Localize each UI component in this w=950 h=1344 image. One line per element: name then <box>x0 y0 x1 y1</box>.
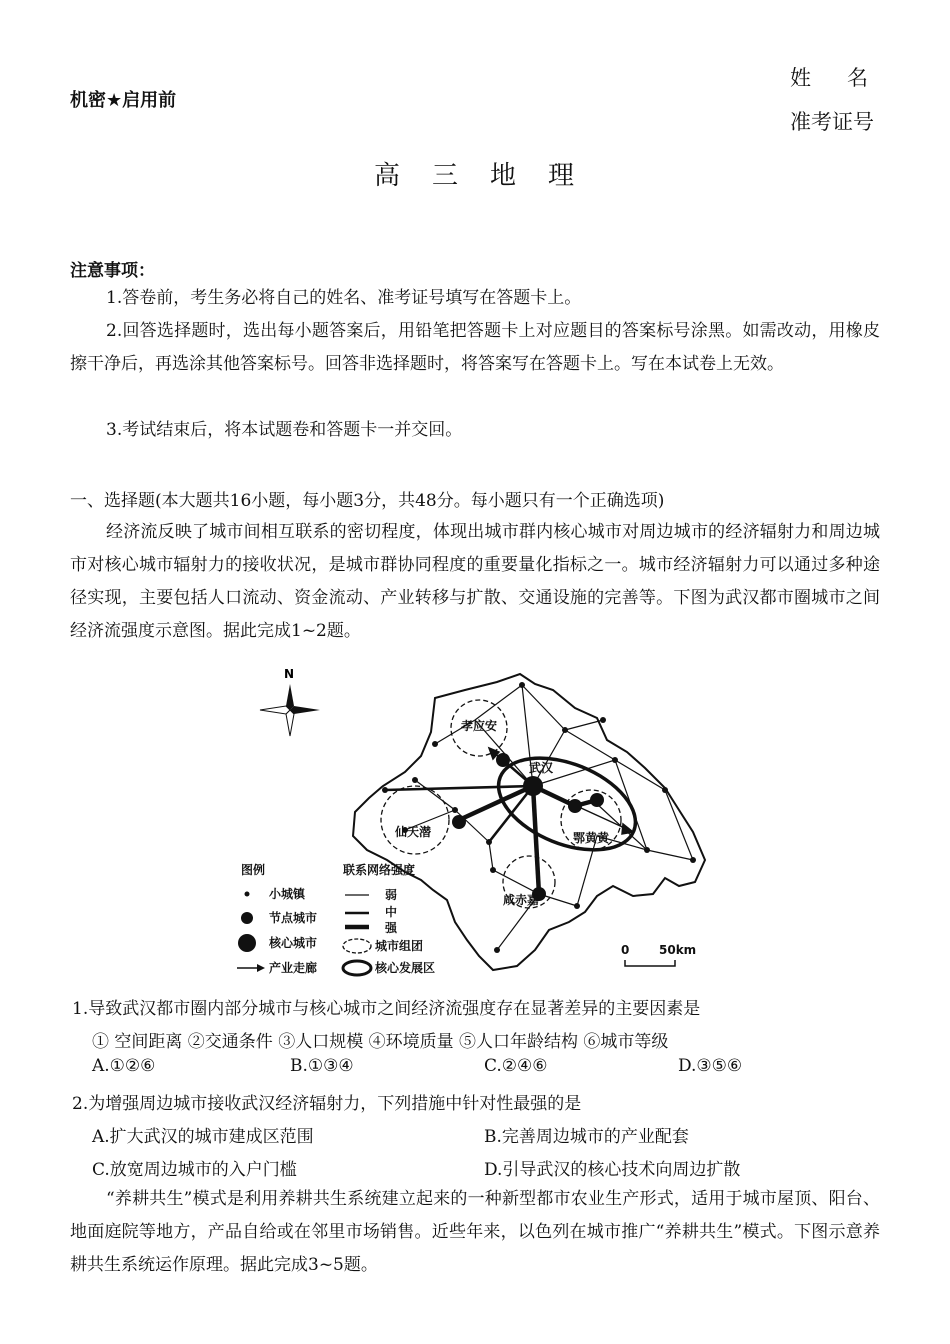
north-label: N <box>284 667 295 681</box>
legend-strong: 强 <box>385 921 398 935</box>
label-wuhan: 武汉 <box>529 761 554 775</box>
label-xiaoyingan: 孝应安 <box>461 719 498 733</box>
compass-icon <box>260 667 320 736</box>
legend-title: 图例 <box>241 863 266 877</box>
legend-node-city: 节点城市 <box>269 911 318 925</box>
legend-core-city: 核心城市 <box>269 936 318 950</box>
name-label: 姓名 <box>790 66 904 90</box>
legend-core-zone: 核心发展区 <box>375 961 436 975</box>
question-2-option-b[interactable]: B.完善周边城市的产业配套 <box>484 1127 689 1147</box>
question-1-option-c[interactable]: C.②④⑥ <box>484 1056 548 1076</box>
legend-industry-corridor: 产业走廊 <box>269 961 318 975</box>
passage-1: 经济流反映了城市间相互联系的密切程度，体现出城市群内核心城市对周边城市的经济辐射力和周边城市对核心城市辐射力的接收状况，是城市群协同程度的重要量化指标之一。城市经济辐射力可以通过多种途径实现，主要包括人口流动、资金流动、产业转移与扩散、交通设施的完善等。下图为武汉都市圈城市之间经济流强度示意图。据此完成1~2题。 <box>70 522 880 641</box>
confidential-mark: 机密★启用前 <box>70 90 177 111</box>
exam-id-label: 准考证号 <box>790 110 874 134</box>
legend-small-town: 小城镇 <box>269 887 306 901</box>
notice-item-1: 1.答卷前，考生务必将自己的姓名、准考证号填写在答题卡上。 <box>106 288 582 308</box>
question-2-option-a[interactable]: A.扩大武汉的城市建成区范围 <box>92 1127 314 1147</box>
section-heading: 一、选择题(本大题共16小题，每小题3分，共48分。每小题只有一个正确选项) <box>70 491 665 511</box>
legend-network-title: 联系网络强度 <box>343 863 416 877</box>
small-towns <box>382 682 696 953</box>
weak-links <box>405 685 693 950</box>
notice-item-2: 2.回答选择题时，选出每小题答案后，用铅笔把答题卡上对应题目的答案标号涂黑。如需改动，用橡皮擦干净后，再选涂其他答案标号。回答非选择题时，将答案写在答题卡上。写在本试卷上无效。 <box>70 321 880 374</box>
core-city-wuhan <box>523 776 543 796</box>
label-ehuanghuang: 鄂黄黄 <box>573 831 610 845</box>
passage-2: “养耕共生”模式是利用养耕共生系统建立起来的一种新型都市农业生产形式，适用于城市屋顶、阳台、地面庭院等地方，产品自给或在邻里市场销售。近些年来，以色列在城市推广“养耕共生”模式。下图示意养耕共生系统运作原理。据此完成3~5题。 <box>70 1189 880 1275</box>
question-1-factors: ① 空间距离 ②交通条件 ③人口规模 ④环境质量 ⑤人口年龄结构 ⑥城市等级 <box>92 1032 669 1052</box>
scale-bar <box>621 943 696 966</box>
map-legend <box>237 862 435 975</box>
label-xiantianqian: 仙天潜 <box>395 825 432 839</box>
question-2-stem: 2.为增强周边城市接收武汉经济辐射力，下列措施中针对性最强的是 <box>72 1094 582 1114</box>
wuhan-metro-map <box>235 660 715 980</box>
notice-item-3: 3.考试结束后，将本试题卷和答题卡一并交回。 <box>106 420 463 440</box>
question-1-option-d[interactable]: D.③⑤⑥ <box>678 1056 743 1076</box>
scale-distance: 50km <box>659 943 697 957</box>
scale-zero: 0 <box>621 943 630 957</box>
question-2-option-c[interactable]: C.放宽周边城市的入户门槛 <box>92 1160 297 1180</box>
label-xianchixian: 咸赤嘉 <box>503 893 540 907</box>
question-1-stem: 1.导致武汉都市圈内部分城市与核心城市之间经济流强度存在显著差异的主要因素是 <box>72 999 701 1019</box>
notice-heading: 注意事项： <box>70 261 155 281</box>
legend-weak: 弱 <box>385 888 398 902</box>
legend-city-group: 城市组团 <box>375 939 424 953</box>
question-2-option-d[interactable]: D.引导武汉的核心技术向周边扩散 <box>484 1160 741 1180</box>
question-1-option-a[interactable]: A.①②⑥ <box>92 1056 156 1076</box>
page-title: 高三地理 <box>373 161 606 191</box>
map-svg <box>235 660 715 980</box>
region-outline <box>353 674 705 970</box>
legend-medium: 中 <box>385 905 398 919</box>
question-1-option-b[interactable]: B.①③④ <box>290 1056 354 1076</box>
